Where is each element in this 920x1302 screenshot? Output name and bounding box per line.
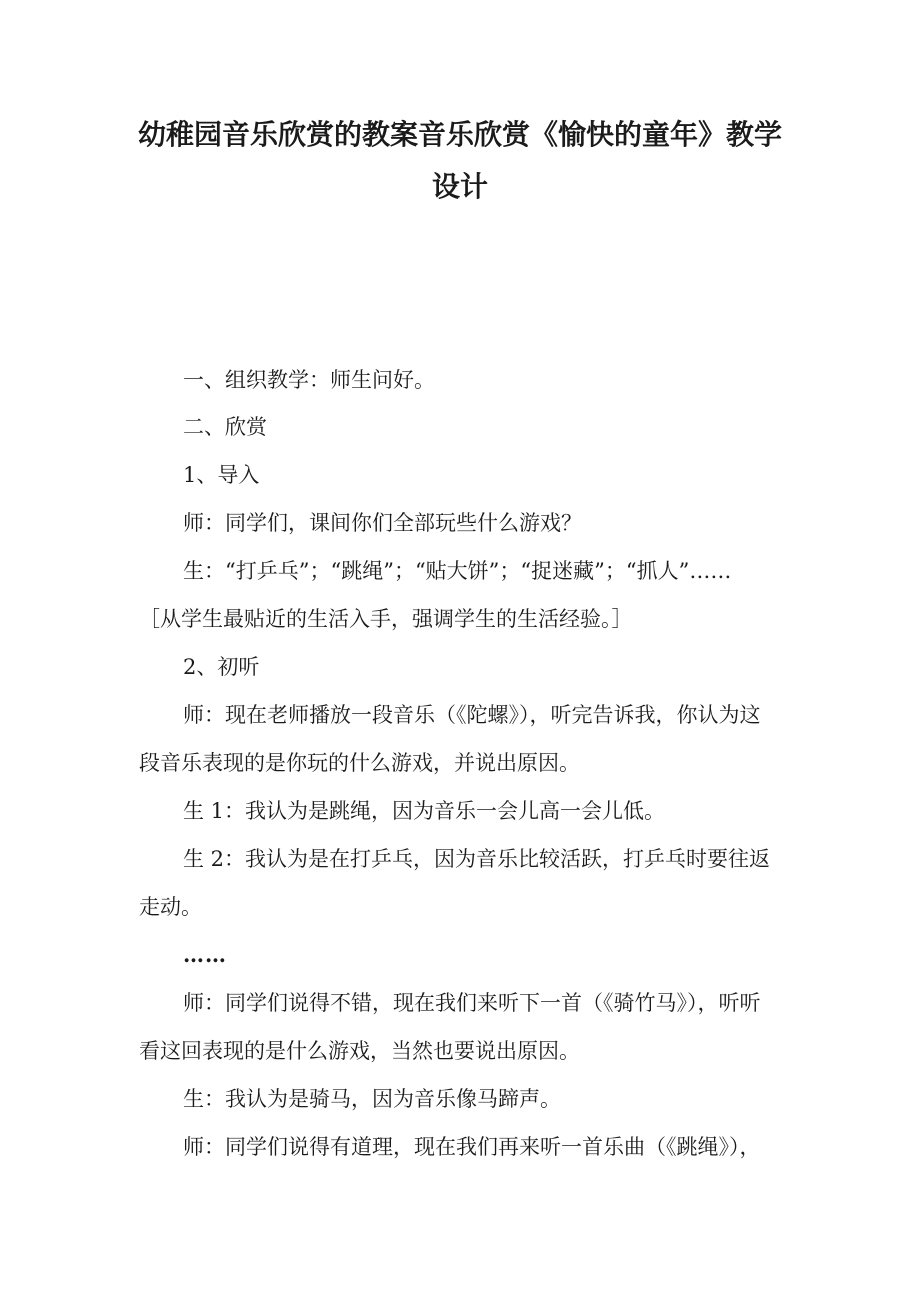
paragraph-teaching-note: ［从学生最贴近的生活入手，强调学生的生活经验。］ bbox=[139, 607, 633, 631]
document-title-line-1: 幼稚园音乐欣赏的教案音乐欣赏《愉快的童年》教学 bbox=[137, 118, 782, 151]
ellipsis-line: …… bbox=[183, 942, 227, 967]
paragraph-student-2-answer-line-1: 生 2：我认为是在打乒乓，因为音乐比较活跃，打乒乓时要往返 bbox=[183, 847, 771, 871]
paragraph-teacher-next-song-line-2: 看这回表现的是什么游戏，当然也要说出原因。 bbox=[139, 1039, 580, 1063]
section-heading-appreciation: 二、欣赏 bbox=[183, 415, 267, 439]
paragraph-organize-teaching: 一、组织教学：师生问好。 bbox=[183, 368, 435, 392]
paragraph-student-answers: 生：“打乒乓”；“跳绳”；“贴大饼”；“捉迷藏”；“抓人”…… bbox=[183, 559, 732, 583]
paragraph-teacher-plays-music-line-2: 段音乐表现的是你玩的什么游戏，并说出原因。 bbox=[139, 751, 580, 775]
subheading-first-listening: 2、初听 bbox=[183, 655, 260, 679]
subheading-introduction: 1、导入 bbox=[183, 463, 260, 487]
paragraph-teacher-plays-music-line-1: 师：现在老师播放一段音乐（《陀螺》），听完告诉我，你认为这 bbox=[183, 703, 761, 727]
paragraph-student-1-answer: 生 1：我认为是跳绳，因为音乐一会儿高一会儿低。 bbox=[183, 799, 666, 823]
paragraph-teacher-jump-rope-song: 师：同学们说得有道理，现在我们再来听一首乐曲（《跳绳》）， bbox=[183, 1135, 761, 1159]
document-title-line-2: 设计 bbox=[431, 170, 488, 203]
paragraph-teacher-next-song-line-1: 师：同学们说得不错，现在我们来听下一首（《骑竹马》），听听 bbox=[183, 991, 761, 1015]
paragraph-student-horse-answer: 生：我认为是骑马，因为音乐像马蹄声。 bbox=[183, 1087, 561, 1111]
paragraph-teacher-question: 师：同学们，课间你们全部玩些什么游戏？ bbox=[183, 511, 582, 535]
paragraph-student-2-answer-line-2: 走动。 bbox=[139, 895, 202, 919]
